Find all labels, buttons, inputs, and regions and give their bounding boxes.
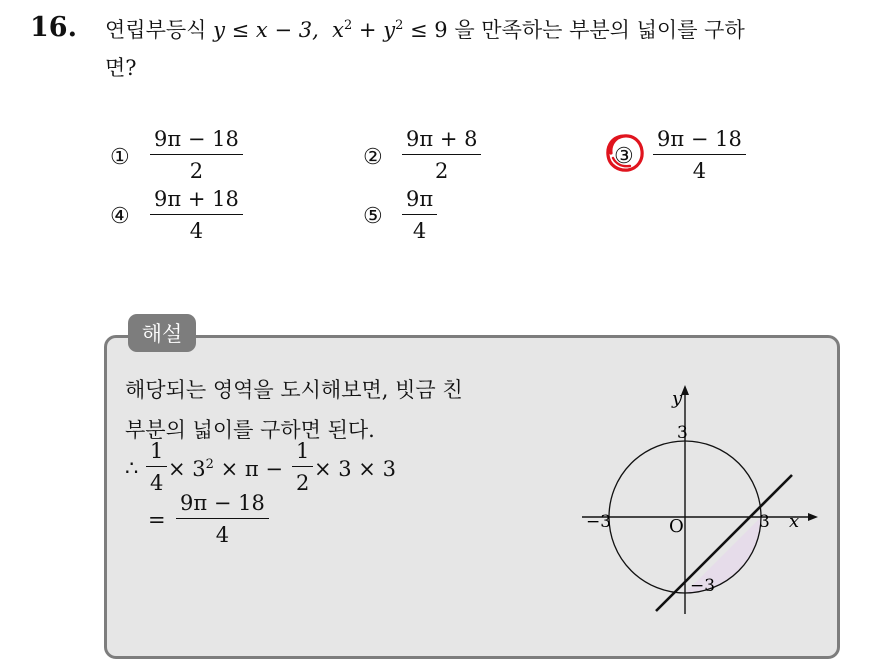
question-number: 16.: [30, 12, 77, 43]
sol-frac1-numerator: 1: [150, 439, 164, 463]
question-text-line2: 면?: [105, 56, 137, 80]
y-axis-label: y: [672, 388, 683, 409]
sol-result-numerator: 9π − 18: [180, 491, 265, 515]
solution-fraction-1: [146, 438, 167, 496]
choice-1-mark[interactable]: ①: [110, 145, 130, 170]
solution-result-fraction: [176, 490, 269, 548]
fraction-bar: [150, 154, 243, 155]
sol-mid-b: × π −: [213, 457, 283, 481]
choice-3-numerator: 9π − 18: [657, 127, 742, 151]
choice-3-fraction[interactable]: [653, 126, 746, 184]
choice-3-denominator: 4: [692, 159, 707, 183]
region-graph: [578, 382, 828, 622]
sol-frac2-denominator: 2: [296, 471, 310, 495]
solution-expression-tail: × 3 × 3: [314, 457, 396, 481]
fraction-bar: [292, 466, 313, 467]
fraction-bar: [653, 154, 746, 155]
solution-line-1: 해당되는 영역을 도시해보면, 빗금 친: [125, 378, 463, 402]
solution-fraction-2: [292, 438, 313, 496]
choice-5-numerator: 9π: [406, 187, 434, 211]
therefore-symbol: ∴: [125, 456, 139, 480]
inequality-2-x: x: [332, 18, 344, 42]
tick-label-top: 3: [677, 423, 688, 443]
fraction-bar: [146, 466, 167, 467]
origin-label: O: [669, 516, 684, 537]
solution-line-2: 부분의 넓이를 구하면 된다.: [125, 418, 375, 442]
x-axis-arrow-icon: [808, 513, 818, 521]
fraction-bar: [402, 154, 481, 155]
y-axis-arrow-icon: [681, 385, 689, 395]
tick-label-left: −3: [586, 512, 612, 532]
choice-3-mark[interactable]: ③: [614, 144, 634, 169]
choice-4-fraction[interactable]: [150, 186, 243, 244]
sol-mid-a: × 3: [168, 457, 206, 481]
sol-frac2-numerator: 1: [296, 439, 310, 463]
choice-4-denominator: 4: [189, 219, 204, 243]
choice-2-fraction[interactable]: [402, 126, 481, 184]
equals-sign: =: [148, 508, 166, 532]
choice-4-numerator: 9π + 18: [154, 187, 239, 211]
choice-4-mark[interactable]: ④: [110, 204, 130, 229]
exponent-y: 2: [395, 18, 404, 33]
choice-2-mark[interactable]: ②: [363, 145, 383, 170]
sol-result-denominator: 4: [215, 523, 230, 547]
sol-frac1-denominator: 4: [150, 471, 164, 495]
inequality-1: y ≤ x − 3,: [213, 18, 319, 42]
choice-5-fraction[interactable]: [402, 186, 437, 244]
choice-1-numerator: 9π − 18: [154, 127, 239, 151]
choice-1-fraction[interactable]: [150, 126, 243, 184]
question-lead: 연립부등식: [105, 18, 214, 42]
inequality-2-rest: ≤ 9: [403, 18, 448, 42]
question-text-line1: [105, 14, 745, 44]
tick-label-bottom: −3: [690, 576, 716, 596]
exponent-x: 2: [343, 18, 353, 33]
line-y-eq-x-minus-3: [656, 475, 792, 611]
inequality-2-plus: +: [352, 18, 384, 42]
choice-2-numerator: 9π + 8: [406, 127, 478, 151]
choice-2-denominator: 2: [435, 159, 449, 183]
fraction-bar: [402, 214, 437, 215]
sol-exponent: 2: [205, 457, 214, 472]
fraction-bar: [150, 214, 243, 215]
solution-expression-mid: [168, 457, 283, 481]
choice-5-mark[interactable]: ⑤: [363, 204, 383, 229]
question-tail: 을 만족하는 부분의 넓이를 구하: [447, 18, 745, 42]
choice-1-denominator: 2: [189, 159, 204, 183]
inequality-2-y: y: [383, 18, 396, 42]
solution-tab: 해설: [128, 314, 196, 352]
x-axis-label: x: [789, 511, 800, 532]
tick-label-right: 3: [759, 512, 770, 532]
fraction-bar: [176, 518, 269, 519]
choice-5-denominator: 4: [412, 219, 427, 243]
